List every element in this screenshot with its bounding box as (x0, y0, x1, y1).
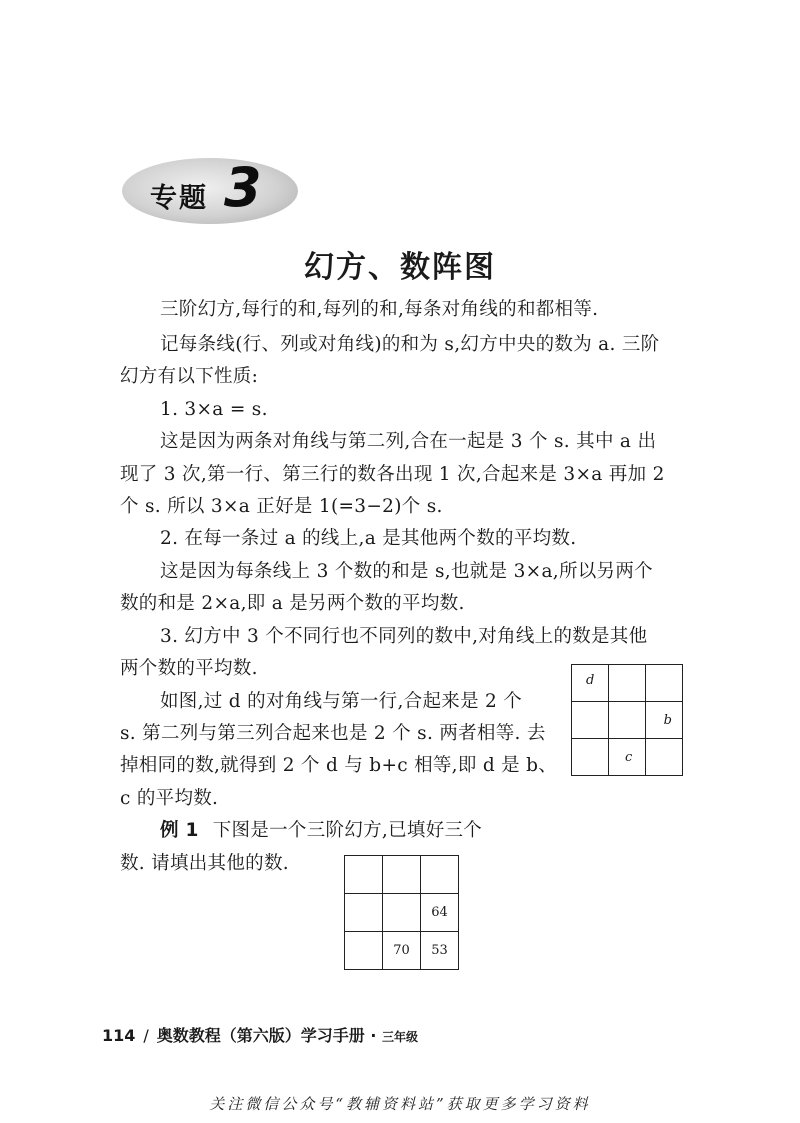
grid-cell (383, 856, 421, 894)
page-footer (102, 1023, 418, 1046)
paragraph-line: 两个数的平均数. (120, 658, 258, 679)
grid-cell (609, 702, 646, 739)
grid-cell (572, 739, 609, 776)
paragraph-line: 幻方有以下性质: (120, 366, 259, 387)
property-2-line: 2. 在每一条过 a 的线上,a 是其他两个数的平均数. (160, 528, 577, 549)
topic-badge-label: 专题 (150, 183, 208, 214)
paragraph-line: 数的和是 2×a,即 a 是另两个数的平均数. (120, 593, 465, 614)
paragraph-line: 个 s. 所以 3×a 正好是 1(=3−2)个 s. (120, 496, 443, 517)
grid-cell: b (646, 702, 683, 739)
paragraph-line: 三阶幻方,每行的和,每列的和,每条对角线的和都相等. (160, 299, 599, 320)
paragraph-line: 这是因为两条对角线与第二列,合在一起是 3 个 s. 其中 a 出 (160, 431, 657, 452)
grid-cell (345, 856, 383, 894)
footer-separator: / (143, 1026, 149, 1045)
example-label: 例 1 (160, 820, 199, 841)
example-text: 下图是一个三阶幻方,已填好三个 (212, 820, 483, 841)
example-magic-square (344, 855, 459, 970)
topic-badge-number: 3 (224, 156, 262, 219)
grid-cell: 64 (421, 894, 459, 932)
paragraph-line: 现了 3 次,第一行、第三行的数各出现 1 次,合起来是 3×a 再加 2 (120, 464, 665, 485)
watermark-note: 关注微信公众号“教辅资料站”获取更多学习资料 (209, 1095, 591, 1113)
paragraph-line: 记每条线(行、列或对角线)的和为 s,幻方中央的数为 a. 三阶 (160, 334, 660, 355)
grid-cell: d (572, 665, 609, 702)
grade-label: 三年级 (382, 1030, 419, 1044)
topic-badge (122, 158, 298, 224)
paragraph-line: 这是因为每条线上 3 个数的和是 s,也就是 3×a,所以另两个 (160, 561, 653, 582)
grid-cell (345, 894, 383, 932)
book-title: 奥数教程（第六版）学习手册 (156, 1026, 365, 1045)
grid-cell: c (609, 739, 646, 776)
paragraph-line: s. 第二列与第三列合起来也是 2 个 s. 两者相等. 去 (120, 723, 546, 744)
grid-cell (572, 702, 609, 739)
grid-cell (421, 856, 459, 894)
grid-cell: 53 (421, 932, 459, 970)
grid-cell (646, 739, 683, 776)
paragraph-line: c 的平均数. (120, 788, 219, 809)
grid-cell (609, 665, 646, 702)
property-3-line: 3. 幻方中 3 个不同行也不同列的数中,对角线上的数是其他 (160, 626, 648, 647)
grid-cell (383, 894, 421, 932)
grid-cell (646, 665, 683, 702)
figure-magic-square (571, 664, 683, 776)
grid-cell: 70 (383, 932, 421, 970)
paragraph-line: 如图,过 d 的对角线与第一行,合起来是 2 个 (160, 691, 523, 712)
footer-dot: · (370, 1026, 377, 1045)
paragraph-line: 掉相同的数,就得到 2 个 d 与 b+c 相等,即 d 是 b、 (120, 755, 558, 776)
example-line-2: 数. 请填出其他的数. (120, 853, 289, 874)
page-number: 114 (102, 1026, 136, 1045)
page-title: 幻方、数阵图 (304, 250, 496, 285)
example-line-1 (160, 818, 482, 844)
property-1-line: 1. 3×a = s. (160, 399, 268, 420)
grid-cell (345, 932, 383, 970)
